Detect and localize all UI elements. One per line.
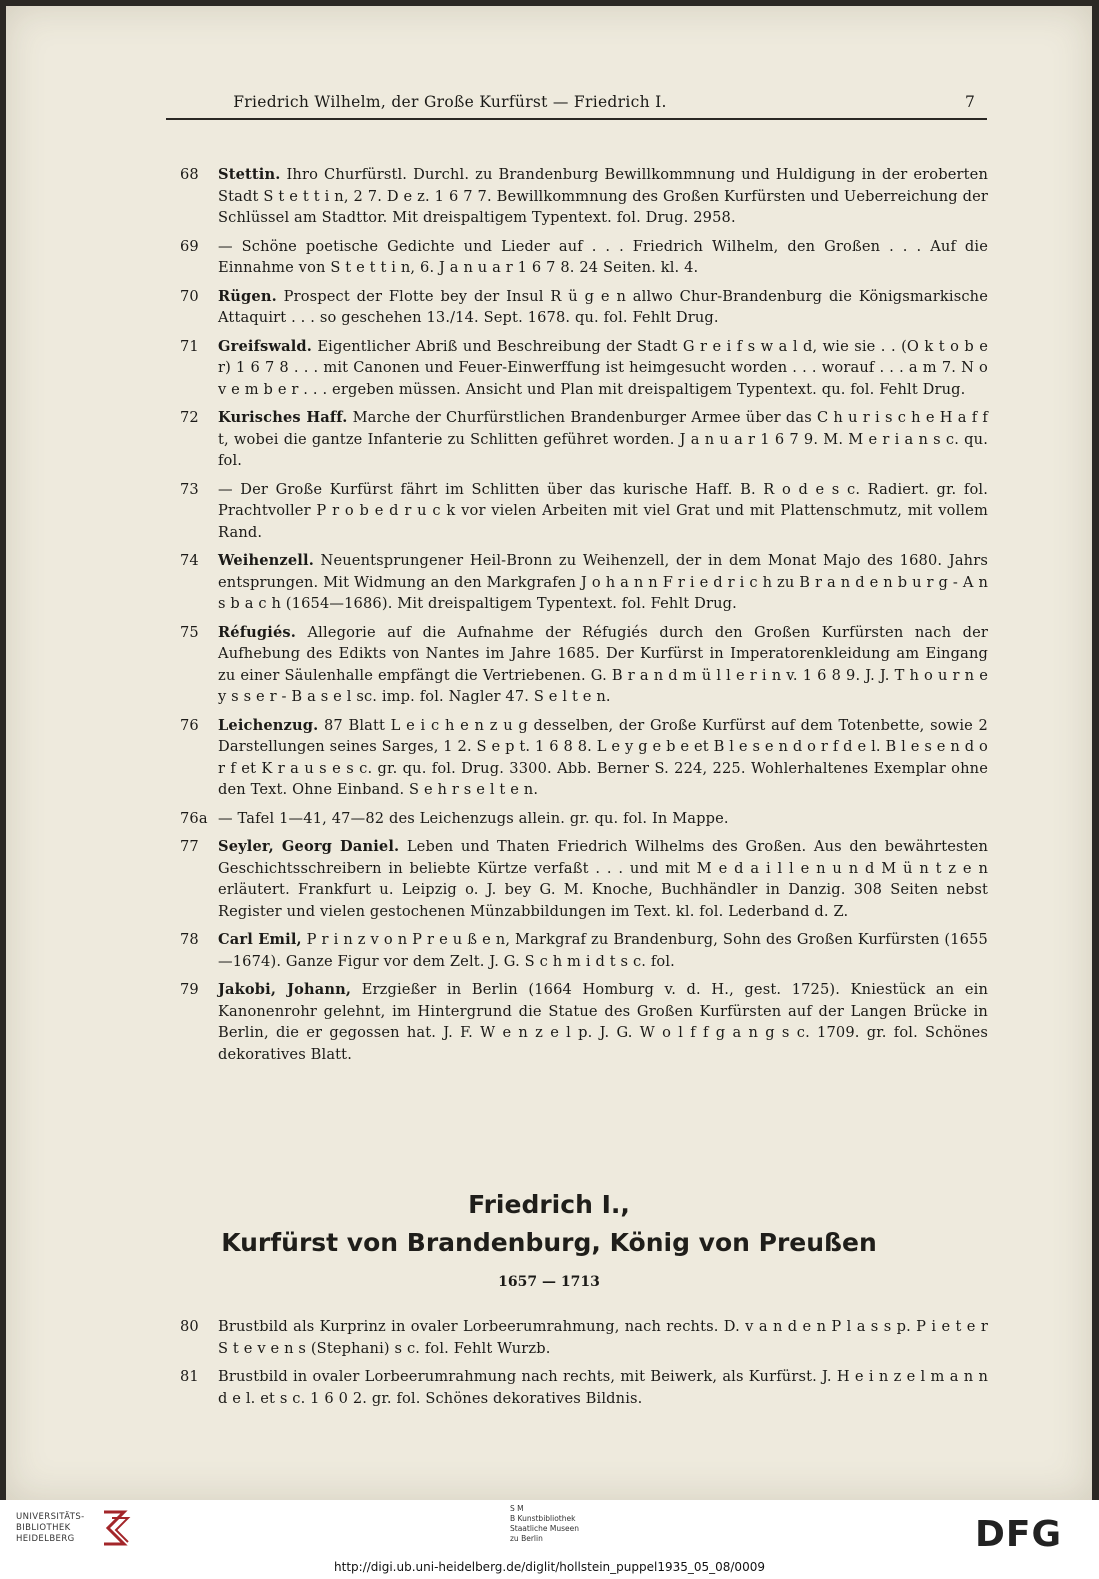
section-title-line2: Kurfürst von Brandenburg, König von Preußen [221, 1228, 877, 1257]
catalog-entry [6, 808, 1092, 830]
catalog-entry [6, 164, 1092, 229]
catalog-entry [6, 336, 1092, 401]
entry-body: Eigentlicher Abriß und Beschreibung der Stadt G r e i f s w a l d, wie sie . . (O k t o b e r) 1 6 7 8 . . . mit Canonen und Feuer-Einwerffung ist heimgesucht worden . . . worauf . . . a m 7. N o v e m b e r . . . ergeben müssen. Ansicht und Plan mit dreispaltigem Typentext. qu. fol. Fehlt Drug. [218, 337, 988, 398]
entry-heading: Carl Emil, [218, 931, 302, 948]
entry-text [218, 622, 988, 708]
catalog-entry [6, 979, 1092, 1065]
entry-number: 78 [180, 931, 199, 948]
entry-number: 74 [180, 552, 199, 569]
permalink-url[interactable]: http://digi.ub.uni-heidelberg.de/diglit/hollstein_puppel1935_05_08/0009 [334, 1560, 765, 1574]
running-head [6, 86, 1092, 116]
entry-number: 72 [180, 409, 199, 426]
entry-number: 68 [180, 166, 199, 183]
section-heading [6, 1188, 1092, 1290]
catalog-entry [6, 1366, 1092, 1409]
entry-body: Brustbild in ovaler Lorbeerumrahmung nach rechts, mit Beiwerk, als Kurfürst. J. H e i n z e l m a n n d e l. et s c. 1 6 0 2. gr. fol. Schönes dekoratives Bildnis. [218, 1368, 988, 1407]
entry-text [218, 929, 988, 972]
entry-body: Allegorie auf die Aufnahme der Réfugiés durch den Großen Kurfürsten nach der Aufhebung des Edikts von Nantes im Jahre 1685. Der Kurfürst in Imperatorenkleidung am Eingang zu einer Säulenhalle empfängt die Vertriebenen. G. B r a n d m ü l l e r i n v. 1 6 8 9. J. J. T h o u r n e y s s e r - B a s e l sc. imp. fol. Nagler 47. S e l t e n. [218, 623, 988, 705]
catalog-entry [6, 286, 1092, 329]
entry-body: — Tafel 1—41, 47—82 des Leichenzugs allein. gr. qu. fol. In Mappe. [218, 809, 729, 827]
entry-body: Brustbild als Kurprinz in ovaler Lorbeerumrahmung, nach rechts. D. v a n d e n P l a s s p. P i e t e r S t e v e n s (Stephani) s c. fol. Fehlt Wurzb. [218, 1318, 988, 1357]
entry-body: Neuentsprungener Heil-Bronn zu Weihenzell, der in dem Monat Majo des 1680. Jahrs entsprungen. Mit Widmung an den Markgrafen J o h a n n F r i e d r i c h zu B r a n d e n b u r g - A n s b a c h (1654—1686). Mit dreispaltigem Typentext. fol. Fehlt Drug. [218, 552, 988, 612]
smb-line1: S M [510, 1504, 524, 1513]
entry-body: Ihro Churfürstl. Durchl. zu Brandenburg Bewillkommnung und Huldigung in der eroberten Stadt S t e t t i n, 2 7. D e z. 1 6 7 7. Bewillkommnung des Großen Kurfürsten und Ueberreichung der Schlüssel am Stadttor. Mit dreispaltigem Typentext. fol. Drug. 2958. [218, 166, 988, 226]
entry-body: Marche der Churfürstlichen Brandenburger Armee über das C h u r i s c h e H a f f t, wobei die gantze Infanterie zu Schlitten geführet worden. J a n u a r 1 6 7 9. M. M e r i a n s c. qu. fol. [218, 409, 988, 469]
header-rule [166, 118, 987, 120]
entry-number: 79 [180, 981, 199, 998]
entry-text [218, 1316, 988, 1359]
entry-heading: Seyler, Georg Daniel. [218, 838, 400, 855]
entry-body: 87 Blatt L e i c h e n z u g desselben, der Große Kurfürst auf dem Totenbette, sowie 2 Darstellungen seines Sarges, 1 2. S e p t. 1 6 8 8. L e y g e b e et B l e s e n d o r f d e l. B l e s e n d o r f et K r a u s e s c. gr. qu. fol. Drug. 3300. Abb. Berner S. 224, 225. Wohlerhaltenes Exemplar ohne den Text. Ohne Einband. S e h r s e l t e n. [218, 716, 988, 798]
viewer-footer [0, 1500, 1099, 1579]
page-number: 7 [965, 93, 976, 111]
smb-line4: zu Berlin [510, 1534, 543, 1543]
catalog-entry [6, 407, 1092, 472]
running-head-title: Friedrich Wilhelm, der Große Kurfürst — Friedrich I. [233, 93, 667, 111]
entry-heading: Weihenzell. [218, 552, 314, 569]
entry-text [218, 336, 988, 401]
catalog-entry [6, 929, 1092, 972]
catalog-entries-section2 [6, 1316, 1092, 1416]
section-title-line1: Friedrich I., [468, 1190, 630, 1219]
entry-body: — Der Große Kurfürst fährt im Schlitten über das kurische Haff. B. R o d e s c. Radiert. gr. fol. Prachtvoller P r o b e d r u c k vor vielen Arbeiten mit viel Grat und mit Plattenschmutz, mit vollem Rand. [218, 480, 988, 541]
section-dates: 1657 — 1713 [498, 1274, 600, 1290]
uni-line1: UNIVERSITÄTS- [16, 1512, 85, 1522]
entry-text [218, 236, 988, 279]
entry-text [218, 164, 988, 229]
entry-text [218, 1366, 988, 1409]
catalog-entry [6, 715, 1092, 801]
entry-text [218, 286, 988, 329]
entry-body: P r i n z v o n P r e u ß e n, Markgraf zu Brandenburg, Sohn des Großen Kurfürsten (1655—1674). Ganze Figur vor dem Zelt. J. G. S c h m i d t s c. fol. [218, 931, 988, 970]
uni-line2: BIBLIOTHEK [16, 1523, 71, 1533]
entry-text [218, 836, 988, 922]
entry-text [218, 715, 988, 801]
entry-text [218, 479, 988, 544]
catalog-entry [6, 479, 1092, 544]
entry-text [218, 550, 988, 615]
entry-number: 69 [180, 237, 199, 255]
entry-number: 80 [180, 1318, 199, 1335]
catalog-entries [6, 164, 1092, 1072]
entry-number: 76 [180, 716, 199, 734]
university-seal-icon [98, 1508, 132, 1552]
entry-body: — Schöne poetische Gedichte und Lieder auf . . . Friedrich Wilhelm, den Großen . . . Auf die Einnahme von S t e t t i n, 6. J a n u a r 1 6 7 8. 24 Seiten. kl. 4. [218, 237, 988, 276]
entry-body: Prospect der Flotte bey der Insul R ü g e n allwo Chur-Brandenburg die Königsmarkische Attaquirt . . . so geschehen 13./14. Sept. 1678. qu. fol. Fehlt Drug. [218, 287, 988, 326]
entry-number: 76a [180, 809, 208, 827]
entry-text [218, 979, 988, 1065]
entry-heading: Greifswald. [218, 337, 312, 355]
scanned-page [6, 6, 1092, 1500]
entry-heading: Rügen. [218, 287, 277, 305]
entry-heading: Réfugiés. [218, 623, 296, 641]
entry-body: Erzgießer in Berlin (1664 Homburg v. d. H., gest. 1725). Kniestück an ein Kanonenrohr gelehnt, im Hintergrund die Statue des Großen Kurfürsten auf der Langen Brücke in Berlin, die er gegossen hat. J. F. W e n z e l p. J. G. W o l f f g a n g s c. 1709. gr. fol. Schönes dekoratives Blatt. [218, 981, 989, 1063]
entry-number: 73 [180, 480, 199, 498]
university-library-logo[interactable] [16, 1512, 85, 1545]
catalog-entry [6, 622, 1092, 708]
entry-text [218, 407, 988, 472]
catalog-entry [6, 1316, 1092, 1359]
entry-heading: Stettin. [218, 166, 281, 183]
entry-number: 71 [180, 337, 199, 355]
entry-text [218, 808, 988, 830]
smb-kunstbibliothek-logo[interactable] [510, 1504, 579, 1544]
entry-number: 81 [180, 1368, 199, 1385]
entry-heading: Leichenzug. [218, 716, 319, 734]
entry-number: 70 [180, 287, 199, 305]
smb-line2: B Kunstbibliothek [510, 1514, 576, 1523]
entry-number: 75 [180, 623, 199, 641]
entry-number: 77 [180, 838, 199, 855]
catalog-entry [6, 836, 1092, 922]
catalog-entry [6, 236, 1092, 279]
entry-heading: Kurisches Haff. [218, 409, 348, 426]
uni-line3: HEIDELBERG [16, 1534, 75, 1544]
entry-body: Leben und Thaten Friedrich Wilhelms des Großen. Aus den bewährtesten Geschichtsschreibern in beliebte Kürtze verfaßt . . . und mit M e d a i l l e n u n d M ü n t z e n erläutert. Frankfurt u. Leipzig o. J. bey G. M. Knoche, Buchhändler in Danzig. 308 Seiten nebst Register und vielen gestochenen Münzabbildungen im Text. kl. fol. Lederband d. Z. [218, 838, 988, 920]
catalog-entry [6, 550, 1092, 615]
entry-heading: Jakobi, Johann, [218, 981, 352, 998]
smb-line3: Staatliche Museen [510, 1524, 579, 1533]
dfg-logo[interactable]: DFG [975, 1514, 1063, 1555]
